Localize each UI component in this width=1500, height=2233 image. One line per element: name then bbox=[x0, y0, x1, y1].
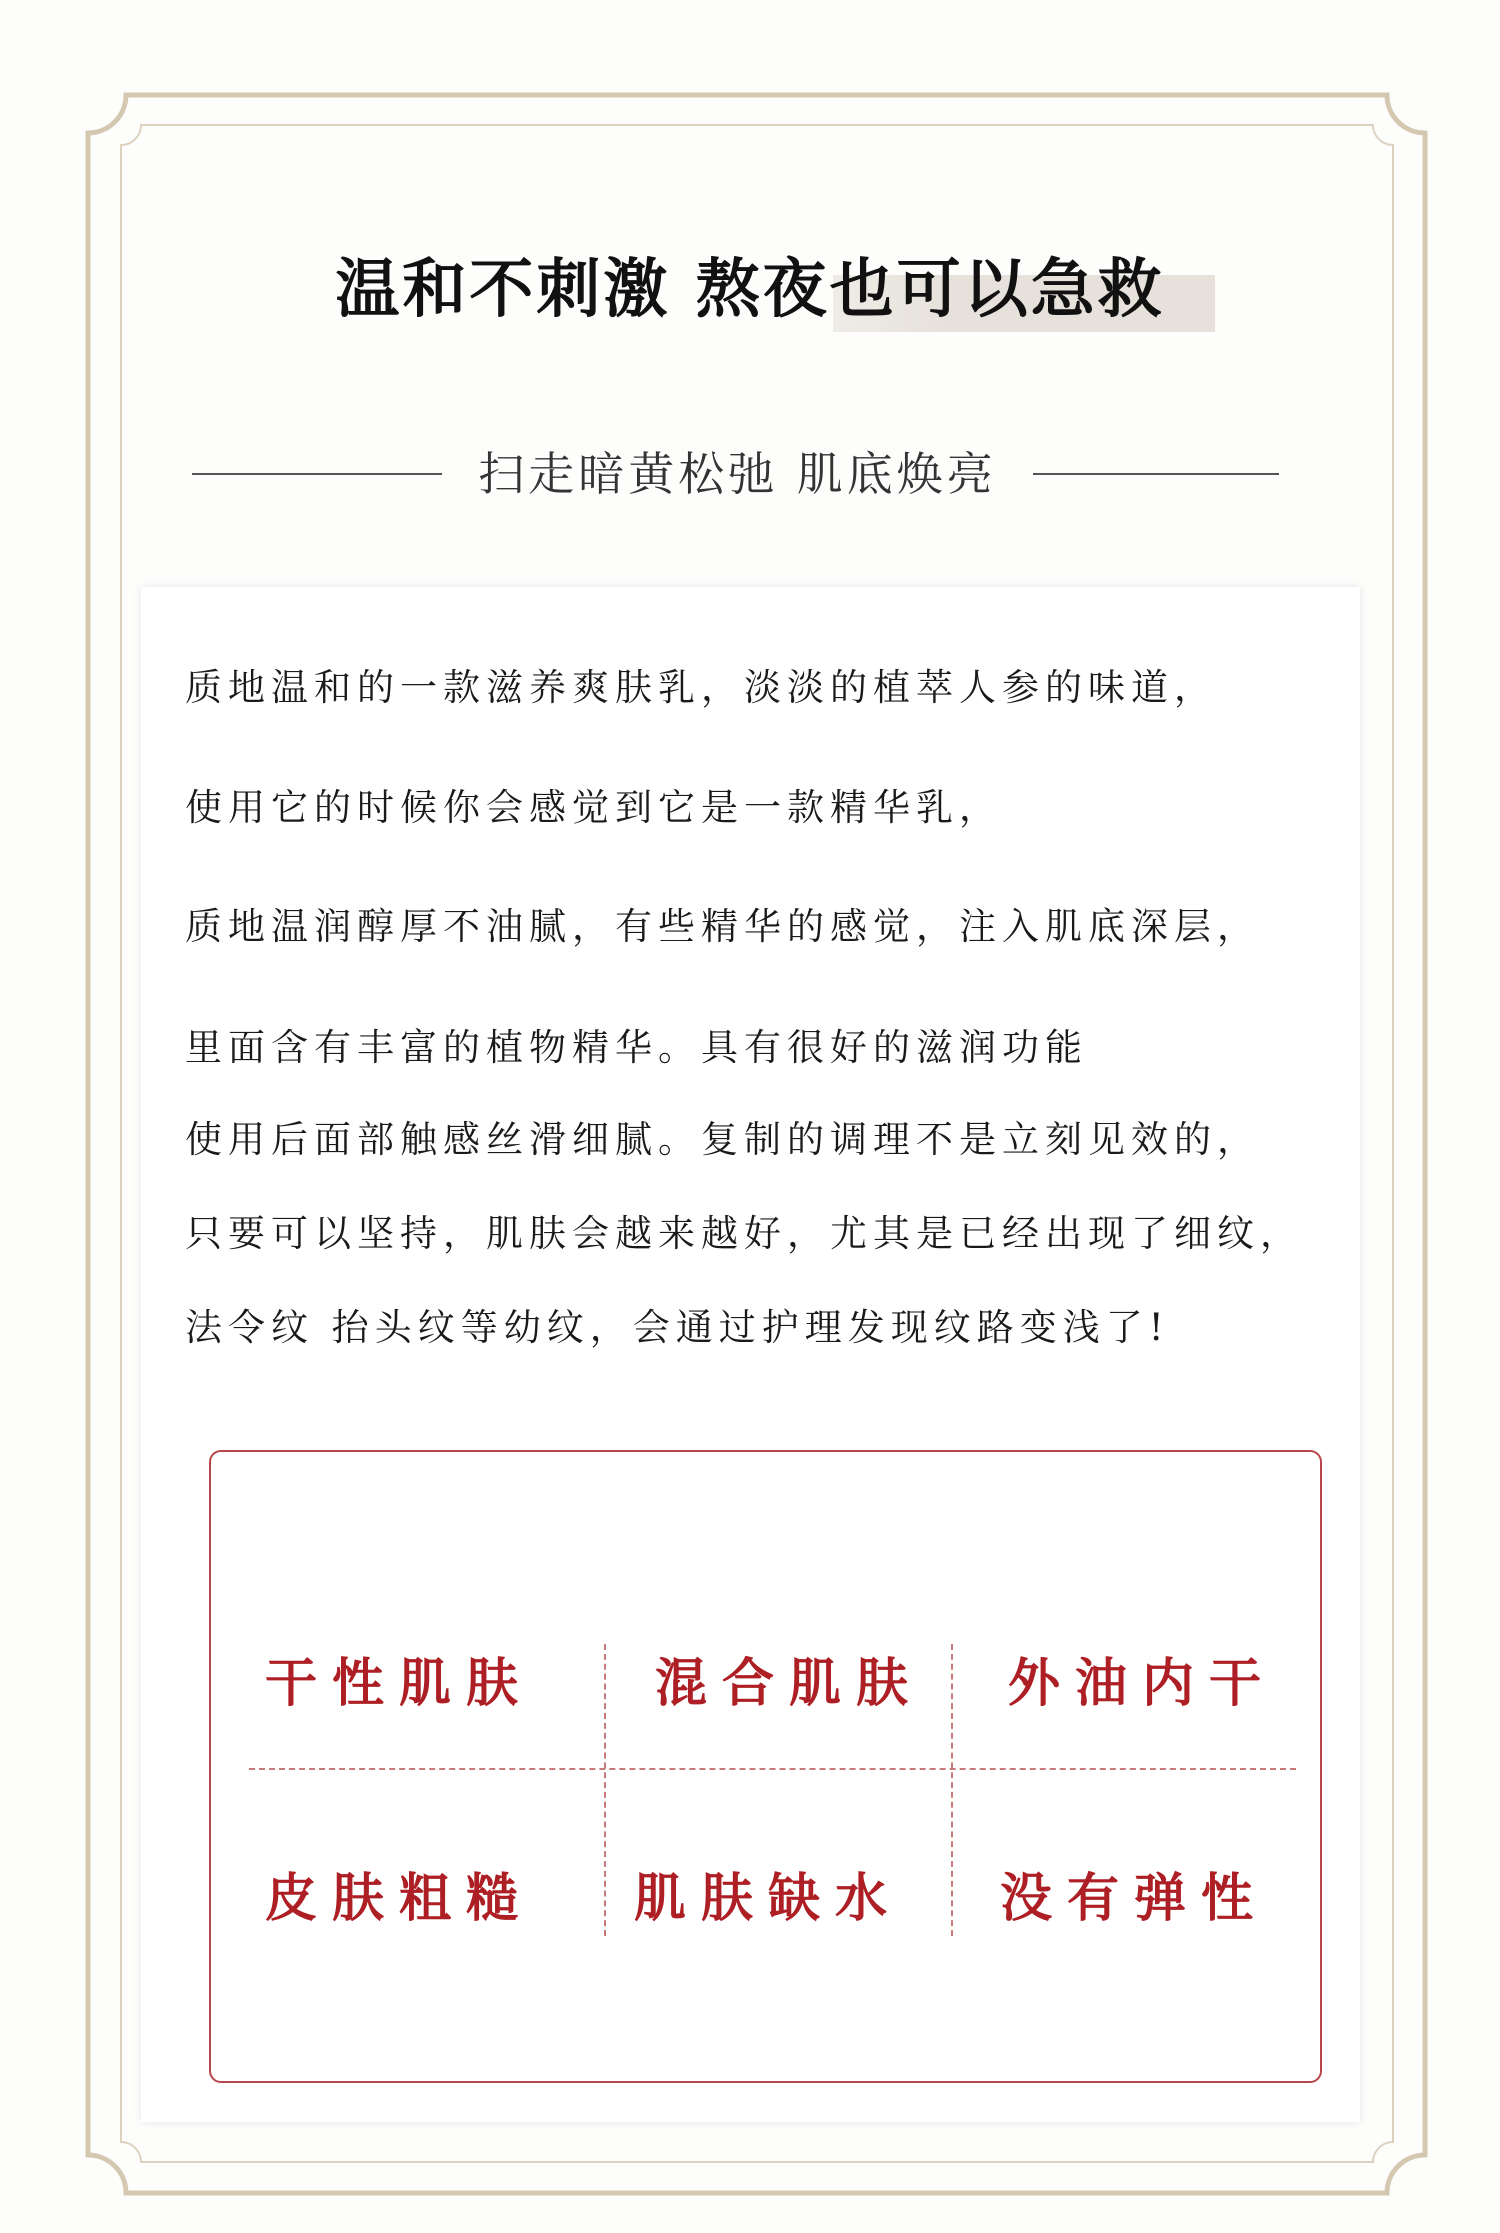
skin-concern-dehydrated: 肌肤缺水 bbox=[634, 1868, 903, 1929]
skin-grid-horizontal-divider bbox=[249, 1768, 1296, 1770]
description-line: 只要可以坚持，肌肤会越来越好，尤其是已经出现了细纹， bbox=[185, 1212, 1303, 1255]
skin-type-combination: 混合肌肤 bbox=[655, 1653, 924, 1714]
description-line: 使用后面部触感丝滑细腻。复制的调理不是立刻见效的， bbox=[185, 1118, 1260, 1161]
skin-concern-rough: 皮肤粗糙 bbox=[265, 1868, 534, 1929]
skin-grid-vertical-divider bbox=[604, 1644, 606, 1936]
description-line: 里面含有丰富的植物精华。具有很好的滋润功能 bbox=[185, 1026, 1088, 1069]
description-line: 使用它的时候你会感觉到它是一款精华乳， bbox=[185, 786, 1002, 829]
skin-grid-vertical-divider bbox=[951, 1644, 953, 1936]
skin-type-dry: 干性肌肤 bbox=[265, 1653, 534, 1714]
page-title: 温和不刺激 熬夜也可以急救 bbox=[335, 252, 1165, 327]
description-line: 法令纹 抬头纹等幼纹，会通过护理发现纹路变浅了! bbox=[185, 1306, 1170, 1349]
skin-type-box bbox=[209, 1450, 1322, 2083]
subtitle: 扫走暗黄松弛 肌底焕亮 bbox=[478, 447, 997, 501]
subtitle-right-rule bbox=[1033, 473, 1279, 475]
skin-type-oily-outside-dry-inside: 外油内干 bbox=[1008, 1653, 1277, 1714]
description-line: 质地温润醇厚不油腻，有些精华的感觉，注入肌底深层， bbox=[185, 905, 1260, 948]
skin-concern-no-elasticity: 没有弹性 bbox=[1000, 1868, 1269, 1929]
description-line: 质地温和的一款滋养爽肤乳，淡淡的植萃人参的味道， bbox=[185, 666, 1217, 709]
subtitle-left-rule bbox=[192, 473, 442, 475]
